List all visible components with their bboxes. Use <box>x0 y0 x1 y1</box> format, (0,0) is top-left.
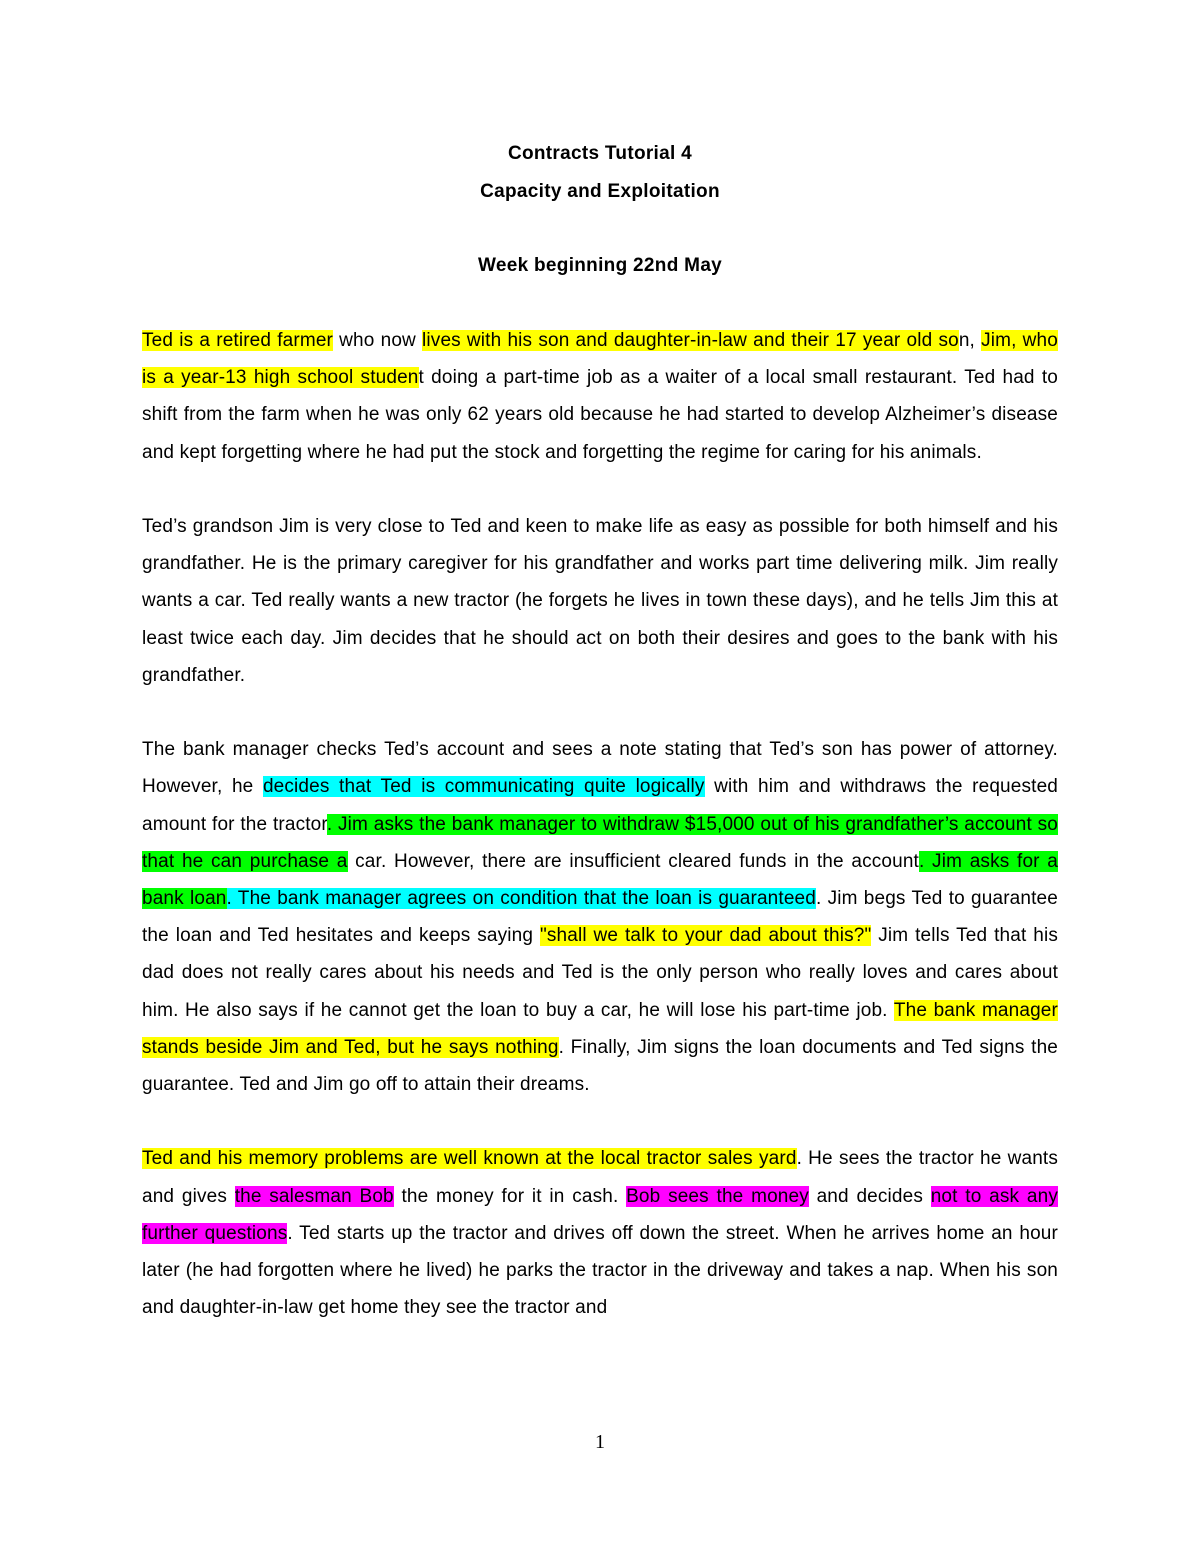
magenta-highlighted-text: the salesman Bob <box>234 1185 394 1207</box>
paragraph-text: . Finally, Jim signs the loan documents and Ted signs the guarantee. Ted and Jim go off to attain their dreams. <box>142 1036 1058 1096</box>
paragraph-text: and decides <box>808 1185 931 1207</box>
paragraph-text: car. However, there are insufficient cleared funds in the account <box>347 850 919 872</box>
cyan-highlighted-text: decides that Ted is communicating quite logically <box>262 776 705 798</box>
document-title: Contracts Tutorial 4 <box>507 143 693 164</box>
magenta-highlighted-text: Bob sees the money <box>626 1185 809 1207</box>
paragraph-text: n, <box>958 330 982 351</box>
paragraph <box>142 508 1058 694</box>
paragraph-text: Ted’s grandson Jim is very close to Ted and keen to make life as easy as possible for both himself and his grandfather. He is the primary caregiver for his grandfather and works part time delivering milk. Jim really wants a car. Ted really wants a new tractor (he forgets he lives in town these days), and he tells Jim this at least twice each day. Jim decides that he should act on both their desires and goes to the bank with his grandfather. <box>142 516 1058 686</box>
page-number: 1 <box>595 1431 605 1453</box>
paragraph-text: t doing a part-time job as a waiter of a local small restaurant. Ted had to shift from the farm when he was only 62 years old because he had started to develop Alzheimer’s disease and kept forgetting where he had put the stock and forgetting the regime for caring for his animals. <box>142 367 1058 463</box>
paragraph <box>142 731 1058 1103</box>
document-subtitle: Capacity and Exploitation <box>480 181 720 202</box>
yellow-highlighted-text: Ted is a retired farmer <box>142 330 334 351</box>
paragraph-text: The bank manager checks Ted’s account and sees a note stating that Ted’s son has power of attorney. However, he <box>142 739 1058 798</box>
paragraph-text: . He sees the tractor he wants and gives <box>142 1148 1059 1207</box>
green-highlighted-text: . Jim asks for a bank loan <box>142 850 1059 910</box>
paragraph <box>142 322 1058 471</box>
paragraph-text: Jim tells Ted that his dad does not really cares about his needs and Ted is the only person who really loves and cares about him. He also says if he cannot get the loan to buy a car, he will lose his part-time job. <box>142 925 1058 1021</box>
yellow-highlighted-text: Ted and his memory problems are well known at the local tractor sales yard <box>142 1148 797 1170</box>
paragraph <box>142 1140 1058 1326</box>
yellow-highlighted-text: Jim, who is a year-13 high school studen <box>142 330 1058 389</box>
paragraph-text: the money for it in cash. <box>393 1185 627 1207</box>
paragraph-text: . Jim begs Ted to guarantee the loan and Ted hesitates and keeps saying <box>142 888 1058 947</box>
green-highlighted-text: . Jim asks the bank manager to withdraw $15,000 out of his grandfather’s account so that he can purchase a <box>142 813 1058 872</box>
yellow-highlighted-text: lives with his son and daughter-in-law and their 17 year old so <box>422 330 959 351</box>
cyan-highlighted-text: . The bank manager agrees on condition that the loan is guaranteed <box>226 888 816 910</box>
document-body <box>142 322 1058 1364</box>
paragraph-text: who now <box>333 330 423 351</box>
yellow-highlighted-text: "shall we talk to your dad about this?" <box>539 925 872 947</box>
paragraph-text: with him and withdraws the requested amount for the tractor <box>142 776 1059 835</box>
paragraph-text: . Ted starts up the tractor and drives off down the street. When he arrives home an hour later (he had forgotten where he lived) he parks the tractor in the driveway and takes a nap. When his son and daughter-in-law get home they see the tractor and <box>142 1222 1058 1319</box>
week-heading: Week beginning 22nd May <box>477 255 723 276</box>
magenta-highlighted-text: not to ask any further questions <box>142 1185 1058 1244</box>
yellow-highlighted-text: The bank manager stands beside Jim and Ted, but he says nothing <box>142 999 1058 1058</box>
